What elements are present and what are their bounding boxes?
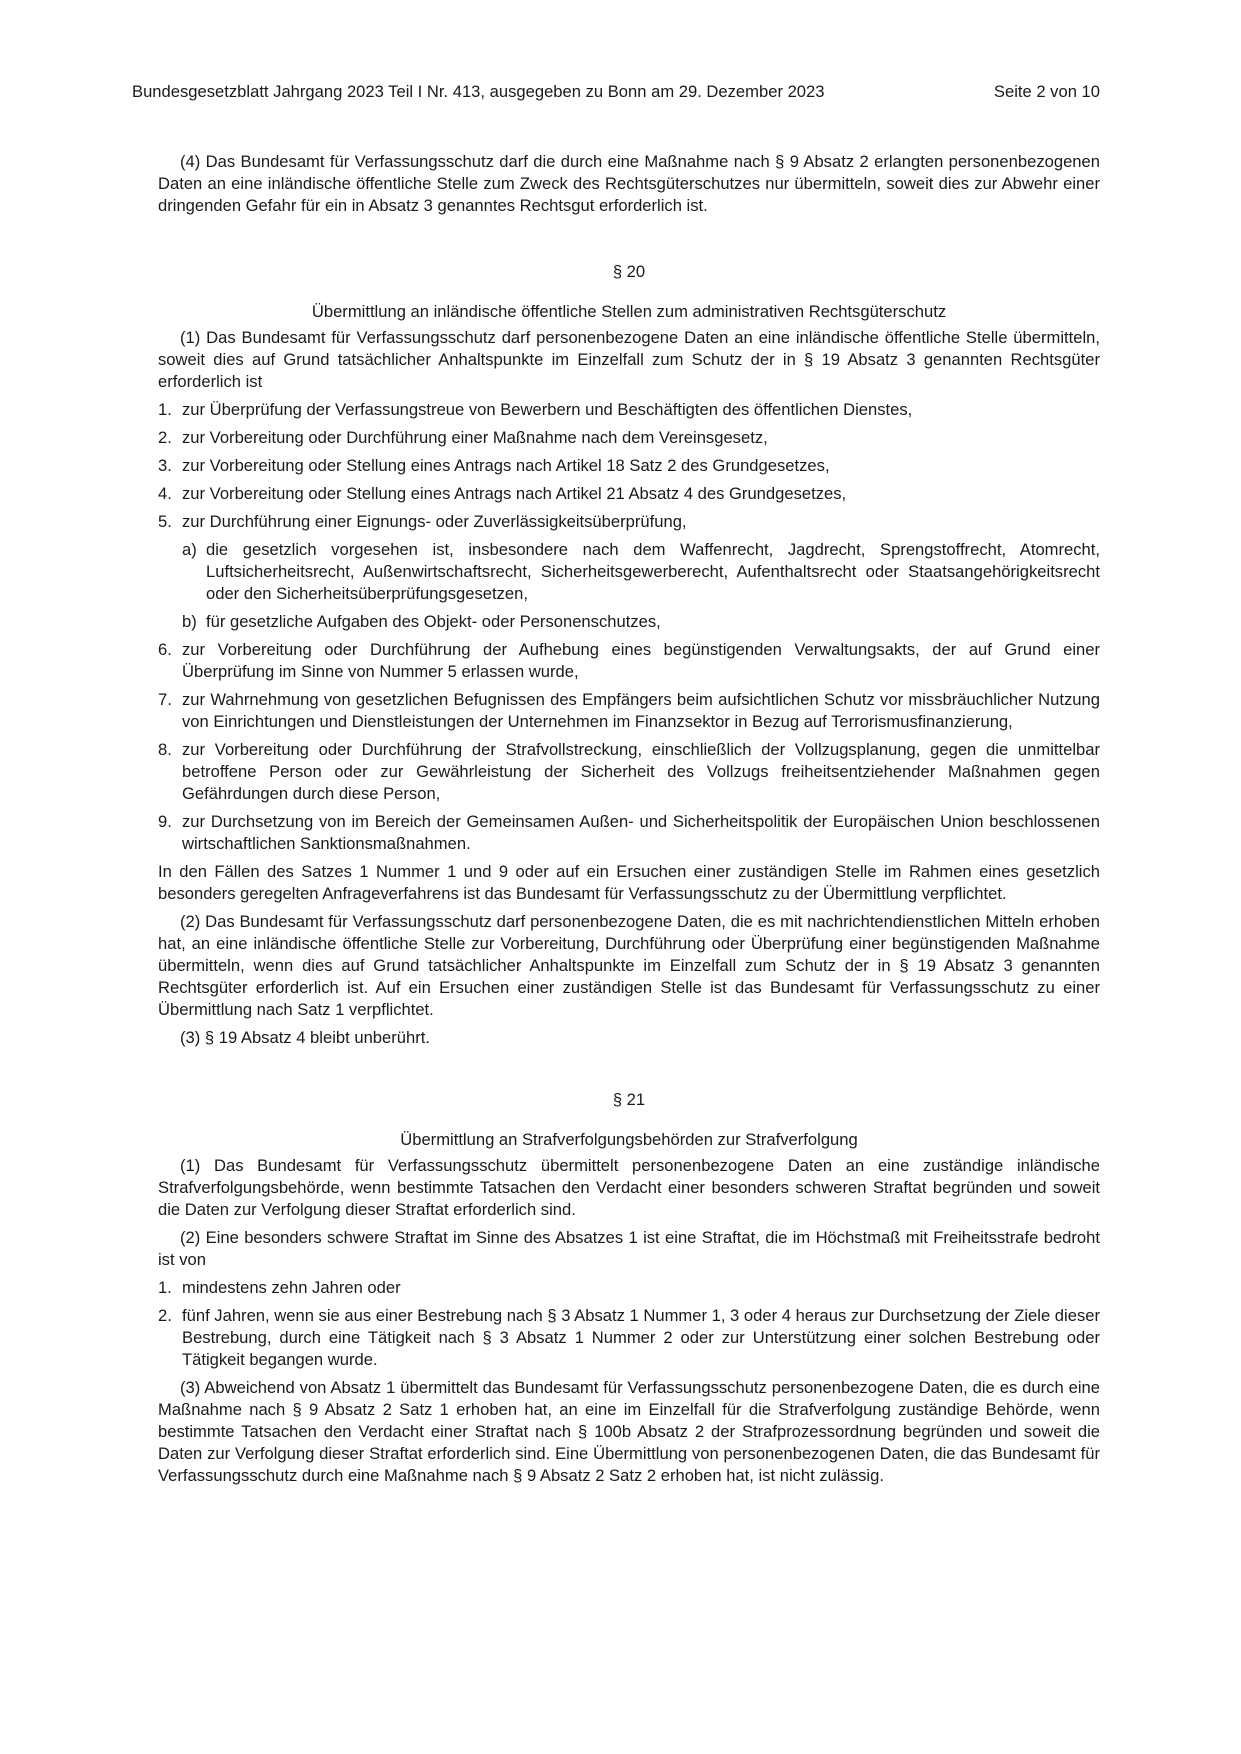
paragraph-4: (4) Das Bundesamt für Verfassungsschutz darf die durch eine Maßnahme nach § 9 Absatz 2 erlangten personenbezogenen Daten an eine inländische öffentliche Stelle zum Zweck des Rechtsgüterschutzes nur übermitteln, soweit dies zur Abwehr einer dringenden Gefahr für ein in Absatz 3 genanntes Rechtsgut erforderlich ist. xyxy=(158,152,1100,215)
s20-sublist xyxy=(158,539,1100,633)
list-item: 7. zur Wahrnehmung von gesetzlichen Befugnissen des Empfängers beim aufsichtlichen Schutz vor missbräuchlicher Nutzung von Einrichtungen und Dienstleistungen der Unternehmen im Finanzsektor in Bezug auf Terrorismusfinanzierung, xyxy=(158,690,1100,731)
s20-closing-sentence: In den Fällen des Satzes 1 Nummer 1 und 9 oder auf ein Ersuchen einer zuständigen Stelle im Rahmen eines gesetzlich besonders geregelten Anfrageverfahrens ist das Bundesamt für Verfassungsschutz zu der Übermittlung verpflichtet. xyxy=(158,862,1100,903)
s20-paragraph-2: (2) Das Bundesamt für Verfassungsschutz darf personenbezogene Daten, die es mit nachrichtendienstlichen Mitteln erhoben hat, an eine inländische öffentliche Stelle zur Vorbereitung, Durchführung oder Überprüfung einer begünstigenden Maßnahme übermitteln, wenn dies auf Grund tatsächlicher Anhaltspunkte im Einzelfall zum Schutz der in § 19 Absatz 3 genannten Rechtsgüter erforderlich ist. Auf ein Ersuchen einer zuständigen Stelle ist das Bundesamt für Verfassungsschutz zu einer Übermittlung nach Satz 1 verpflichtet. xyxy=(158,912,1100,1019)
s21-paragraph-1: (1) Das Bundesamt für Verfassungsschutz übermittelt personenbezogene Daten an eine zuständige inländische Strafverfolgungsbehörde, wenn bestimmte Tatsachen den Verdacht einer besonders schweren Straftat begründen und soweit die Daten zur Verfolgung dieser Straftat erforderlich sind. xyxy=(158,1156,1100,1219)
s20-list-continued xyxy=(158,639,1100,855)
section-21-number: § 21 xyxy=(612,1090,646,1109)
gazette-title: Bundesgesetzblatt Jahrgang 2023 Teil I Nr. 413, ausgegeben zu Bonn am 29. Dezember 2023 xyxy=(132,82,825,101)
s21-paragraph-2: (2) Eine besonders schwere Straftat im Sinne des Absatzes 1 ist eine Straftat, die im Höchstmaß mit Freiheitsstrafe bedroht ist von xyxy=(158,1228,1100,1269)
s20-paragraph-1: (1) Das Bundesamt für Verfassungsschutz darf personenbezogene Daten an eine inländische öffentliche Stelle übermitteln, soweit dies auf Grund tatsächlicher Anhaltspunkte im Einzelfall zum Schutz der in § 19 Absatz 3 genannten Rechtsgüter erforderlich ist xyxy=(158,328,1100,391)
list-item: 8. zur Vorbereitung oder Durchführung der Strafvollstreckung, einschließlich der Vollzugsplanung, gegen die unmittelbar betroffene Person oder zur Gewährleistung der Sicherheit des Vollzugs freiheitsentziehender Maßnahmen gegen Gefährdungen durch diese Person, xyxy=(158,740,1100,803)
list-item: 3. zur Vorbereitung oder Stellung eines Antrags nach Artikel 18 Satz 2 des Grundgesetzes, xyxy=(158,456,830,475)
s21-paragraph-3: (3) Abweichend von Absatz 1 übermittelt das Bundesamt für Verfassungsschutz personenbezogene Daten, die es durch eine Maßnahme nach § 9 Absatz 2 Satz 1 erhoben hat, an eine im Einzelfall für die Strafverfolgung zuständige Behörde, wenn bestimmte Tatsachen den Verdacht einer Straftat nach § 100b Absatz 2 der Strafprozessordnung begründen und soweit die Daten zur Verfolgung dieser Straftat erforderlich sind. Eine Übermittlung von personenbezogenen Daten, die das Bundesamt für Verfassungsschutz durch eine Maßnahme nach § 9 Absatz 2 Satz 2 erhoben hat, ist nicht zulässig. xyxy=(158,1378,1100,1485)
section-20-title: Übermittlung an inländische öffentliche Stellen zum administrativen Rechtsgüterschutz xyxy=(311,302,947,321)
page-number: Seite 2 von 10 xyxy=(993,82,1100,101)
s20-list xyxy=(158,399,1100,533)
list-item: 2. zur Vorbereitung oder Durchführung einer Maßnahme nach dem Vereinsgesetz, xyxy=(158,428,768,447)
section-20-number: § 20 xyxy=(612,262,646,281)
list-item: 2. fünf Jahren, wenn sie aus einer Bestrebung nach § 3 Absatz 1 Nummer 1, 3 oder 4 heraus zur Durchsetzung der Ziele dieser Bestrebung, durch eine Tätigkeit nach § 3 Absatz 1 Nummer 2 oder zur Unterstützung einer solchen Bestrebung oder Tätigkeit begangen wurde. xyxy=(158,1306,1100,1369)
list-item: 9. zur Durchsetzung von im Bereich der Gemeinsamen Außen- und Sicherheitspolitik der Europäischen Union beschlossenen wirtschaftlichen Sanktionsmaßnahmen. xyxy=(158,812,1100,853)
list-item: 1. mindestens zehn Jahren oder xyxy=(158,1278,401,1297)
s21-list xyxy=(158,1277,1100,1371)
list-item: 4. zur Vorbereitung oder Stellung eines Antrags nach Artikel 21 Absatz 4 des Grundgesetzes, xyxy=(158,484,847,503)
s20-paragraph-3: (3) § 19 Absatz 4 bleibt unberührt. xyxy=(180,1028,430,1047)
document-body xyxy=(158,151,1100,1493)
list-item: 6. zur Vorbereitung oder Durchführung der Aufhebung eines begünstigenden Verwaltungsakts, der auf Grund einer Überprüfung im Sinne von Nummer 5 erlassen wurde, xyxy=(158,640,1100,681)
list-item: 5. zur Durchführung einer Eignungs- oder Zuverlässigkeitsüberprüfung, xyxy=(158,512,687,531)
section-21-title: Übermittlung an Strafverfolgungsbehörden zur Strafverfolgung xyxy=(400,1130,858,1149)
list-item: 1. zur Überprüfung der Verfassungstreue von Bewerbern und Beschäftigten des öffentlichen Dienstes, xyxy=(158,400,913,419)
sublist-item: a) die gesetzlich vorgesehen ist, insbesondere nach dem Waffenrecht, Jagdrecht, Sprengstoffrecht, Atomrecht, Luftsicherheitsrecht, Außenwirtschaftsrecht, Sicherheitsgewerberecht, Aufenthaltsrecht oder Staatsangehörigkeitsrecht oder den Sicherheitsüberprüfungsgesetzen, xyxy=(182,540,1100,603)
sublist-item: b) für gesetzliche Aufgaben des Objekt- oder Personenschutzes, xyxy=(182,612,661,631)
